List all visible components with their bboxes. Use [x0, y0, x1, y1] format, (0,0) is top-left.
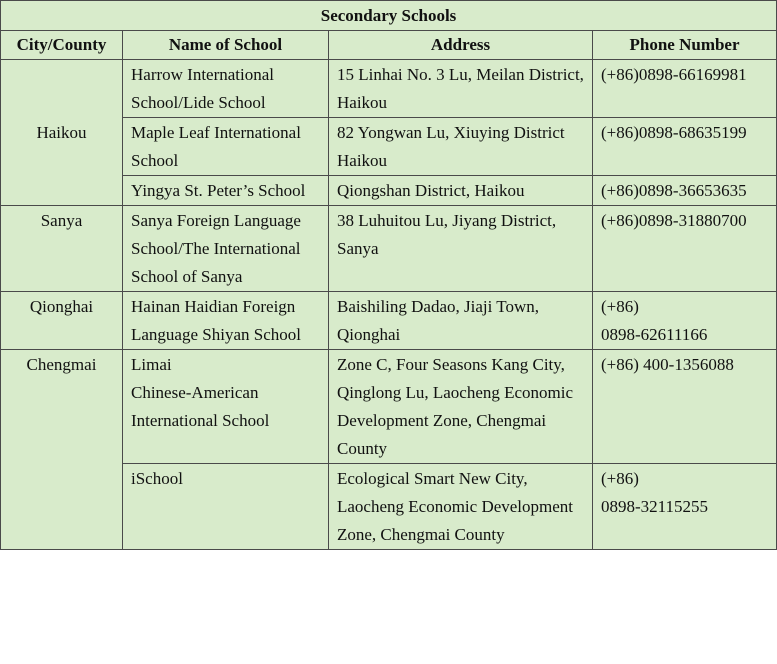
address-cell: Baishiling Dadao, Jiaji Town, Qionghai [329, 292, 593, 350]
address-cell: 15 Linhai No. 3 Lu, Meilan District, Haikou [329, 60, 593, 118]
city-cell-chengmai: Chengmai [1, 350, 123, 550]
school-cell: Yingya St. Peter’s School [123, 176, 329, 206]
table-title: Secondary Schools [1, 1, 777, 31]
address-cell: Zone C, Four Seasons Kang City, Qinglong Lu, Laocheng Economic Development Zone, Chengmai County [329, 350, 593, 464]
phone-cell: (+86) 0898-62611166 [593, 292, 777, 350]
city-cell-sanya: Sanya [1, 206, 123, 292]
table-row [1, 60, 777, 118]
address-cell: Ecological Smart New City, Laocheng Economic Development Zone, Chengmai County [329, 464, 593, 550]
address-cell: Qiongshan District, Haikou [329, 176, 593, 206]
phone-cell: (+86)0898-66169981 [593, 60, 777, 118]
header-city: City/County [1, 31, 123, 60]
school-cell: Harrow International School/Lide School [123, 60, 329, 118]
phone-cell: (+86)0898-36653635 [593, 176, 777, 206]
school-cell: Maple Leaf International School [123, 118, 329, 176]
header-row [1, 31, 777, 60]
table-row [1, 292, 777, 350]
table-row [1, 206, 777, 292]
title-row [1, 1, 777, 31]
city-cell-haikou: Haikou [1, 60, 123, 206]
school-cell: Hainan Haidian Foreign Language Shiyan School [123, 292, 329, 350]
header-phone: Phone Number [593, 31, 777, 60]
header-school: Name of School [123, 31, 329, 60]
school-cell: Sanya Foreign Language School/The International School of Sanya [123, 206, 329, 292]
phone-cell: (+86) 0898-32115255 [593, 464, 777, 550]
school-cell: Limai Chinese-American International School [123, 350, 329, 464]
city-cell-qionghai: Qionghai [1, 292, 123, 350]
address-cell: 82 Yongwan Lu, Xiuying District Haikou [329, 118, 593, 176]
phone-cell: (+86) 400-1356088 [593, 350, 777, 464]
header-address: Address [329, 31, 593, 60]
address-cell: 38 Luhuitou Lu, Jiyang District, Sanya [329, 206, 593, 292]
table-row [1, 350, 777, 464]
phone-cell: (+86)0898-68635199 [593, 118, 777, 176]
school-cell: iSchool [123, 464, 329, 550]
phone-cell: (+86)0898-31880700 [593, 206, 777, 292]
